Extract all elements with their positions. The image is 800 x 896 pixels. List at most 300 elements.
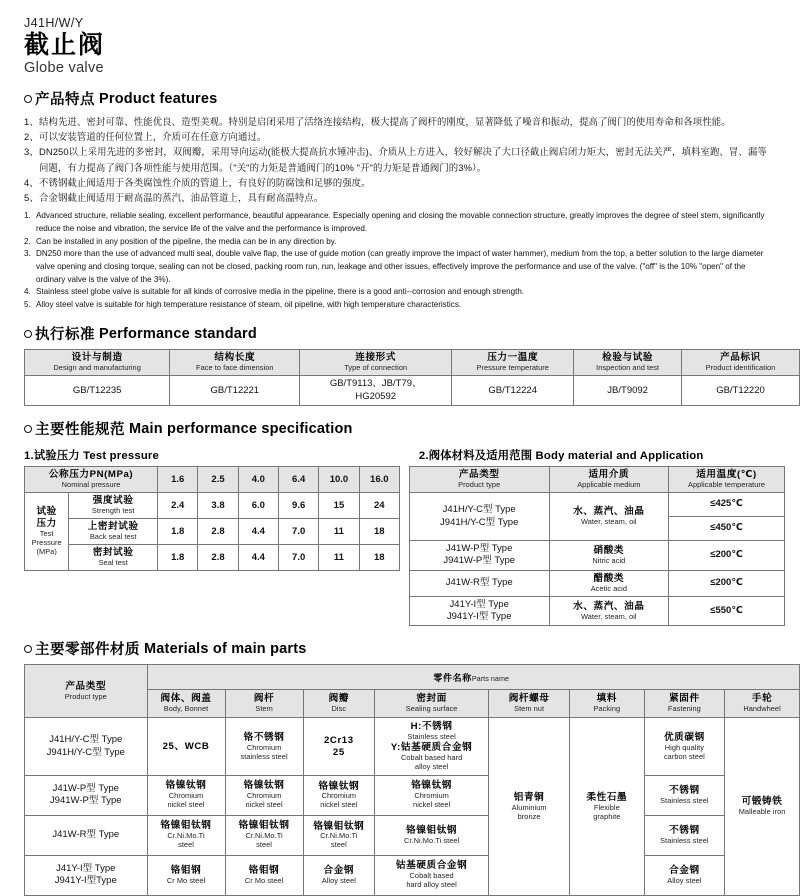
applicable-temperature-cell	[669, 570, 785, 596]
table-row	[25, 815, 800, 855]
medium-en: Acetic acid	[590, 583, 627, 593]
header-cn: 密封面	[416, 693, 447, 705]
applicable-temperature-cell	[669, 493, 785, 517]
materials-main-parts-table	[24, 664, 800, 895]
header-cn: 阀杆螺母	[508, 693, 550, 705]
cell-value: 9.6	[292, 499, 306, 511]
section-title-en: Main performance specification	[129, 420, 353, 437]
material-cn: 不锈钢	[669, 824, 700, 836]
material-en: Cr Mo steel	[244, 875, 284, 885]
section-header-performance-standard	[24, 323, 788, 344]
feature-number: 5.	[24, 299, 31, 309]
product-type-line: J41W-R型 Type	[445, 577, 513, 589]
cell-value: GB/T9113、JB/T79、 HG20592	[329, 378, 422, 402]
fastening-cell	[644, 815, 725, 855]
header-cn: 阀杆	[253, 693, 275, 705]
table-cell	[359, 545, 399, 571]
product-type-cell	[25, 718, 148, 776]
material-cn: 钴基硬质合金钢	[395, 860, 468, 872]
product-type-cell	[25, 815, 148, 855]
fastening-cell	[644, 718, 725, 776]
material-en: Chromium stainless steel	[240, 742, 288, 761]
material-en: Alloy steel	[667, 875, 702, 885]
cell-value: 2.4	[171, 499, 185, 511]
section-title-cn: 产品特点	[35, 92, 95, 108]
column-header	[681, 350, 799, 376]
cell-value: 6.0	[251, 499, 265, 511]
disc-cell	[303, 855, 375, 895]
cell-value: 6.4	[292, 473, 306, 485]
table-cell	[198, 493, 238, 519]
column-header	[644, 690, 725, 718]
table-header-row	[25, 467, 400, 493]
material-cn: 铝青铜	[513, 791, 545, 803]
row-label-cn: 密封试验	[92, 547, 134, 559]
feature-item	[24, 236, 788, 249]
header-cn: 产品类型	[65, 680, 107, 692]
material-cn: 铬镍钛钢	[165, 780, 207, 792]
product-type-cell	[25, 855, 148, 895]
column-header	[669, 467, 785, 493]
feature-text: Advanced structure, reliable sealing, excellent performance, beautiful appearance. Especially opening and closing the movable connection structure, greatly improves the degree of steel stem, significantly reduce the noise and vibration, the service life of the valve and the performance is improved.	[36, 211, 765, 234]
material-cn: 合金钢	[323, 865, 355, 877]
table-header-row	[409, 467, 784, 493]
product-type-line: J941W-P型 Type	[49, 795, 122, 807]
body-bonnet-cell	[147, 718, 225, 776]
column-header	[489, 690, 570, 718]
spec-two-column	[12, 444, 788, 626]
section-header-product-features	[24, 88, 788, 109]
cell-value: 1.8	[171, 551, 185, 563]
product-type-line: J41Y-I型 Type	[56, 862, 116, 874]
material-en: Chromium nickel steel	[320, 791, 358, 810]
header-cn: 填料	[596, 693, 618, 705]
header-cn: 产品类型	[458, 469, 500, 481]
column-header	[574, 350, 682, 376]
cell-value: 3.8	[211, 499, 225, 511]
table-row	[409, 570, 784, 596]
header-en: Sealing surface	[405, 704, 458, 714]
table-cell	[278, 519, 318, 545]
cell-value: ≤450℃	[710, 522, 743, 534]
table-cell	[319, 519, 359, 545]
circle-bullet-icon	[24, 95, 32, 103]
material-cn: 铬钼钢	[248, 864, 280, 876]
column-header	[725, 690, 800, 718]
feature-number: 3.	[24, 249, 31, 259]
subsection-test-pressure	[24, 447, 407, 463]
material-cn: 铬不锈钢	[243, 731, 285, 743]
feature-number: 2、	[24, 131, 39, 143]
cell-value: 10.0	[329, 473, 349, 485]
nominal-pressure-header	[25, 467, 158, 493]
cell-value: 15	[333, 499, 345, 511]
section-title-cn: 主要零部件材质	[35, 642, 140, 659]
header-en: Applicable medium	[577, 480, 641, 490]
feature-text: DN250 more than the use of advanced multi seal, double valve flap, the use of guide motion (can greatly improve the impact of water hammer), medium from the top, a better solution to the large diameter valve opening and closing torque, sealing can not be closed, packing room run, run, leakage and other issues, effectively improve the performance and use of the valve. ("off" is the 10% "open" of the ordinary valve is the valve of the 3%).	[36, 249, 764, 284]
cell-value: GB/T12221	[210, 384, 260, 396]
header-en: Stem nut	[514, 704, 545, 714]
table-row	[25, 376, 800, 406]
column-header	[452, 350, 574, 376]
header-en: Product type	[64, 691, 107, 701]
material-en: Chromium nickel steel	[245, 791, 283, 810]
sealing-surface-cell	[375, 718, 489, 776]
cell-value: JB/T9092	[607, 384, 648, 396]
applicable-temperature-cell	[669, 596, 785, 626]
row-label-cn: 上密封试验	[87, 521, 139, 533]
row-label	[69, 493, 158, 519]
table-cell	[278, 493, 318, 519]
subsection-title-en: Body material and Application	[535, 450, 704, 463]
circle-bullet-icon	[24, 645, 32, 653]
header-cn: 设计与制造	[71, 352, 123, 364]
product-type-cell	[409, 541, 549, 571]
material-en: Stainless steel	[660, 835, 709, 845]
material-en: Cr.Ni.Mo.Ti steel	[167, 831, 205, 850]
sealing-surface-cell	[375, 815, 489, 855]
table-row	[25, 519, 400, 545]
row-label-en: Back seal test	[89, 532, 137, 542]
column-header	[303, 690, 375, 718]
cell-value: 4.0	[251, 473, 265, 485]
fastening-cell	[644, 775, 725, 815]
group-label-en: Test Pressure (MPa)	[31, 529, 62, 557]
row-label	[69, 519, 158, 545]
applicable-temperature-cell	[669, 541, 785, 571]
stem-cell	[225, 718, 303, 776]
feature-number: 1.	[24, 211, 31, 221]
material-en: Aluminium bronze	[511, 802, 547, 821]
column-header	[170, 350, 300, 376]
feature-text: 结构先进、密封可靠、性能优良、造型美观。特别是启闭采用了活络连接结构，极大提高了阀杆的刚度，显著降低了噪音和振动，提高了阀门的使用寿命和各项性能。	[39, 116, 731, 127]
medium-cn: 水、蒸汽、油晶	[573, 506, 645, 518]
column-header	[225, 690, 303, 718]
section-title-cn: 主要性能规范	[35, 422, 125, 439]
table-cell	[300, 376, 452, 406]
row-label-en: Strength test	[91, 506, 135, 516]
cell-value: ≤200℃	[710, 577, 743, 589]
header-en: Applicable temperature	[687, 480, 766, 490]
material-en: Cobalt based hard alloy steel	[406, 871, 457, 890]
column-header	[147, 690, 225, 718]
cell-value: ≤550℃	[710, 604, 743, 616]
table-cell	[359, 493, 399, 519]
product-type-line: J941Y-I型 Type	[446, 611, 512, 623]
cell-value: 11	[333, 551, 344, 563]
stem-cell	[225, 855, 303, 895]
material-cn: 铬镍钼钛钢	[406, 824, 458, 836]
subsection-body-material	[419, 447, 788, 463]
table-row	[25, 493, 400, 519]
row-group-label	[25, 493, 69, 571]
features-list-cn	[24, 114, 788, 205]
sealing-surface-cell	[375, 775, 489, 815]
feature-number: 2.	[24, 236, 31, 246]
fastening-cell	[644, 855, 725, 895]
product-type-line: J41Y-I型 Type	[449, 598, 509, 610]
feature-number: 4.	[24, 287, 31, 297]
feature-text: Alloy steel valve is suitable for high temperature resistance of steam, oil pipeline, with high temperature characteristics.	[36, 299, 462, 309]
column-header	[375, 690, 489, 718]
table-cell	[158, 519, 198, 545]
cell-value: GB/T12235	[72, 384, 122, 396]
material-cn: 柔性石墨	[586, 791, 628, 803]
table-cell	[25, 376, 170, 406]
header-cn: 阀瓣	[328, 693, 350, 705]
performance-standard-table	[24, 349, 800, 406]
product-type-cell	[409, 596, 549, 626]
table-cell	[158, 545, 198, 571]
material-cn: 铬镍钛钢	[318, 780, 360, 792]
header-en: Nominal pressure	[61, 480, 121, 490]
page-title-cn: 截止阀	[24, 31, 106, 59]
stem-cell	[225, 815, 303, 855]
row-label-cn: 强度试验	[92, 495, 134, 507]
product-type-line: J941Y-I型Type	[54, 875, 117, 887]
table-row	[409, 541, 784, 571]
material-en: Alloy steel	[321, 875, 356, 885]
material-en: Flexible graphite	[593, 802, 621, 821]
header-en: Stem	[255, 704, 273, 714]
feature-number: 1、	[24, 116, 39, 127]
product-type-cell	[409, 570, 549, 596]
cell-value: GB/T12224	[488, 384, 537, 396]
feature-item	[24, 190, 788, 205]
table-cell	[278, 545, 318, 571]
table-header-row-top	[25, 665, 800, 690]
column-header	[570, 690, 645, 718]
feature-item	[24, 210, 788, 235]
material-cn: 合金钢	[669, 864, 700, 876]
column-header	[549, 467, 669, 493]
section-header-materials	[24, 638, 788, 659]
header-en: Handwheel	[743, 704, 781, 714]
feature-text: 可以安装管道的任何位置上，介质可在任意方向通过。	[39, 131, 267, 143]
body-material-table	[409, 466, 785, 626]
header-en: Packing	[593, 704, 621, 714]
disc-cell	[303, 815, 375, 855]
body-material-block	[407, 444, 788, 626]
table-cell	[238, 545, 278, 571]
stem-cell	[225, 775, 303, 815]
cell-value: 11	[333, 525, 344, 537]
material-en: Malleable iron	[738, 807, 786, 817]
material-en: Stainless steel	[407, 732, 456, 742]
medium-en: Water, steam, oil	[581, 611, 637, 621]
header-cn: 检验与试验	[602, 352, 654, 364]
table-cell	[158, 493, 198, 519]
cell-value: 4.4	[251, 551, 265, 563]
feature-text: 合金钢截止阀适用于耐高温的蒸汽、油品管道上，具有耐高温特点。	[39, 192, 324, 204]
test-pressure-block	[12, 444, 407, 626]
material-cn: 可锻铸铁	[741, 796, 783, 808]
material-cn: 铬镍钼钛钢	[313, 820, 365, 832]
table-row	[25, 775, 800, 815]
material-cn: 2Cr13 25	[324, 734, 354, 758]
feature-text: Can be installed in any position of the pipeline, the media can be in any direction by.	[36, 236, 337, 246]
cell-value: 2.5	[211, 473, 225, 485]
disc-cell	[303, 718, 375, 776]
group-label-cn: 试验 压力	[36, 506, 57, 530]
header-cn: 产品标识	[720, 352, 761, 364]
product-type-cell	[409, 493, 549, 541]
material-en: Cr Mo steel	[166, 875, 206, 885]
section-title-en: Product features	[99, 90, 218, 107]
body-bonnet-cell	[147, 855, 225, 895]
section-header-main-performance	[24, 418, 788, 439]
header-en: Design and manufacturing	[53, 363, 141, 373]
header-en: Type of connection	[344, 363, 408, 373]
cell-value: ≤425℃	[710, 498, 743, 510]
feature-text: DN250以上采用先进的多密封，双阀瓣，采用导向运动(能极大提高抗水锤冲击)、介质从上方进入，较好解决了大口径截止阀启闭力矩大，密封无法关严，填料室跑、冒、漏等问题，有力提高了阀门各项性能与使用范围。（"关"的力矩是普通阀门的10% "开"的力矩是普通阀门的3%）。	[39, 146, 767, 173]
feature-item	[24, 248, 788, 286]
header-en: Body, Bonnet	[163, 704, 209, 714]
subsection-title-cn: 2.阀体材料及适用范围	[418, 450, 533, 463]
material-cn: 铬镍钼钛钢	[160, 820, 212, 832]
header-en: Inspection and test	[596, 363, 660, 373]
product-type-line: J41H/Y-C型 Type	[442, 504, 516, 516]
handwheel-cell	[725, 718, 800, 896]
applicable-medium-cell	[549, 493, 669, 541]
cell-value: 18	[374, 525, 385, 537]
title-block	[12, 16, 788, 76]
material-en: Cr.Ni.Mo.Ti steel	[404, 835, 460, 845]
cell-value: 1.8	[171, 525, 185, 537]
cell-value: 2.8	[211, 525, 225, 537]
product-type-line: J941H/Y-C型 Type	[46, 746, 125, 758]
header-cn: 适用温度(℃)	[696, 469, 757, 481]
stem-nut-cell	[489, 718, 570, 896]
table-cell	[319, 545, 359, 571]
feature-number: 4、	[24, 176, 39, 188]
table-cell	[452, 376, 574, 406]
cell-value: 2.8	[211, 551, 225, 563]
table-cell	[319, 493, 359, 519]
product-type-line: J41H/Y-C型 Type	[49, 734, 123, 746]
header-cn: 阀体、阀盖	[160, 693, 212, 705]
material-en: High quality carbon steel	[663, 742, 705, 761]
material-cn: 铬镍钛钢	[411, 780, 452, 792]
column-header	[300, 350, 452, 376]
column-header	[25, 350, 170, 376]
feature-number: 3、	[24, 146, 39, 158]
feature-item	[24, 144, 788, 174]
medium-cn: 硝酸类	[593, 545, 625, 557]
table-cell	[359, 519, 399, 545]
feature-item	[24, 286, 788, 299]
feature-item	[24, 299, 788, 312]
section-title-en: Materials of main parts	[144, 640, 307, 657]
product-type-line: J41W-R型 Type	[52, 829, 120, 841]
medium-en: Nitric acid	[592, 556, 626, 566]
features-list-en	[24, 210, 788, 311]
header-cn: 手轮	[751, 693, 773, 705]
header-en: Fastening	[667, 704, 701, 714]
table-cell	[574, 376, 682, 406]
product-type-line: J941H/Y-C型 Type	[440, 516, 519, 528]
table-cell	[238, 493, 278, 519]
material-cn: H:不锈钢	[410, 721, 453, 733]
nominal-pressure-value	[319, 467, 359, 493]
material-en: Stainless steel	[660, 795, 709, 805]
table-cell	[198, 545, 238, 571]
medium-en: Water, steam, oil	[581, 517, 637, 527]
packing-cell	[570, 718, 645, 896]
material-en-2: Cobalt based hard alloy steel	[400, 753, 463, 771]
test-pressure-table	[24, 466, 400, 571]
table-row	[409, 596, 784, 626]
sealing-surface-cell	[375, 855, 489, 895]
table-cell	[238, 519, 278, 545]
material-cn: 铬镍钛钢	[243, 780, 285, 792]
body-bonnet-cell	[147, 775, 225, 815]
material-en: Cr.Ni.Mo.Ti steel	[320, 831, 358, 850]
cell-value: GB/T12220	[716, 384, 765, 396]
model-code: J41H/W/Y	[24, 16, 84, 30]
section-title-en: Performance standard	[99, 325, 257, 342]
product-type-line: J41W-P型 Type	[446, 543, 513, 555]
feature-item	[24, 175, 788, 190]
header-en: Pressure temperature	[476, 363, 549, 373]
disc-cell	[303, 775, 375, 815]
row-label	[69, 545, 158, 571]
feature-text: Stainless steel globe valve is suitable for all kinds of corrosive media in the pipeline, there is a good anti--corrosion and enough strength.	[36, 287, 525, 297]
nominal-pressure-value	[278, 467, 318, 493]
circle-bullet-icon	[24, 330, 32, 338]
cell-value: 7.0	[292, 525, 306, 537]
medium-cn: 醋酸类	[593, 572, 625, 584]
applicable-temperature-cell	[669, 517, 785, 541]
feature-text: 不锈钢截止阀适用于各类腐蚀性介质的管道上，有良好的防腐蚀和足够的强度。	[39, 176, 371, 188]
body-bonnet-cell	[147, 815, 225, 855]
header-cn: 压力一温度	[487, 352, 539, 364]
product-type-line: J41W-P型 Type	[52, 782, 119, 794]
feature-number: 5、	[24, 192, 39, 204]
product-type-line: J941W-P型 Type	[443, 555, 516, 567]
nominal-pressure-value	[238, 467, 278, 493]
subsection-title-cn: 1.试验压力	[24, 450, 80, 463]
row-label-en: Seal test	[98, 558, 128, 568]
nominal-pressure-value	[359, 467, 399, 493]
table-cell	[198, 519, 238, 545]
material-cn: 铬镍钼钛钢	[238, 820, 290, 832]
cell-value: 4.4	[251, 525, 265, 537]
cell-value: 7.0	[292, 551, 306, 563]
nominal-pressure-value	[198, 467, 238, 493]
material-en: Chromium nickel steel	[167, 791, 205, 810]
parts-name-banner	[147, 665, 800, 690]
header-cn: 适用介质	[588, 469, 630, 481]
material-cn: 25、WCB	[162, 740, 210, 752]
table-row	[25, 545, 400, 571]
material-en: Chromium nickel steel	[413, 791, 451, 810]
product-type-cell	[25, 775, 148, 815]
material-cn-2: Y:钴基硬质合金钢	[390, 742, 473, 754]
material-cn: 优质碳钢	[663, 731, 705, 743]
table-row	[25, 718, 800, 776]
parts-name-cn: 零件名称	[433, 673, 472, 684]
applicable-medium-cell	[549, 570, 669, 596]
cell-value: 1.6	[171, 473, 185, 485]
feature-item	[24, 129, 788, 144]
table-row	[409, 493, 784, 517]
material-cn: 不锈钢	[669, 784, 700, 796]
cell-value: 16.0	[370, 473, 389, 485]
applicable-medium-cell	[549, 596, 669, 626]
feature-item	[24, 114, 788, 129]
page-title-en: Globe valve	[24, 60, 104, 76]
